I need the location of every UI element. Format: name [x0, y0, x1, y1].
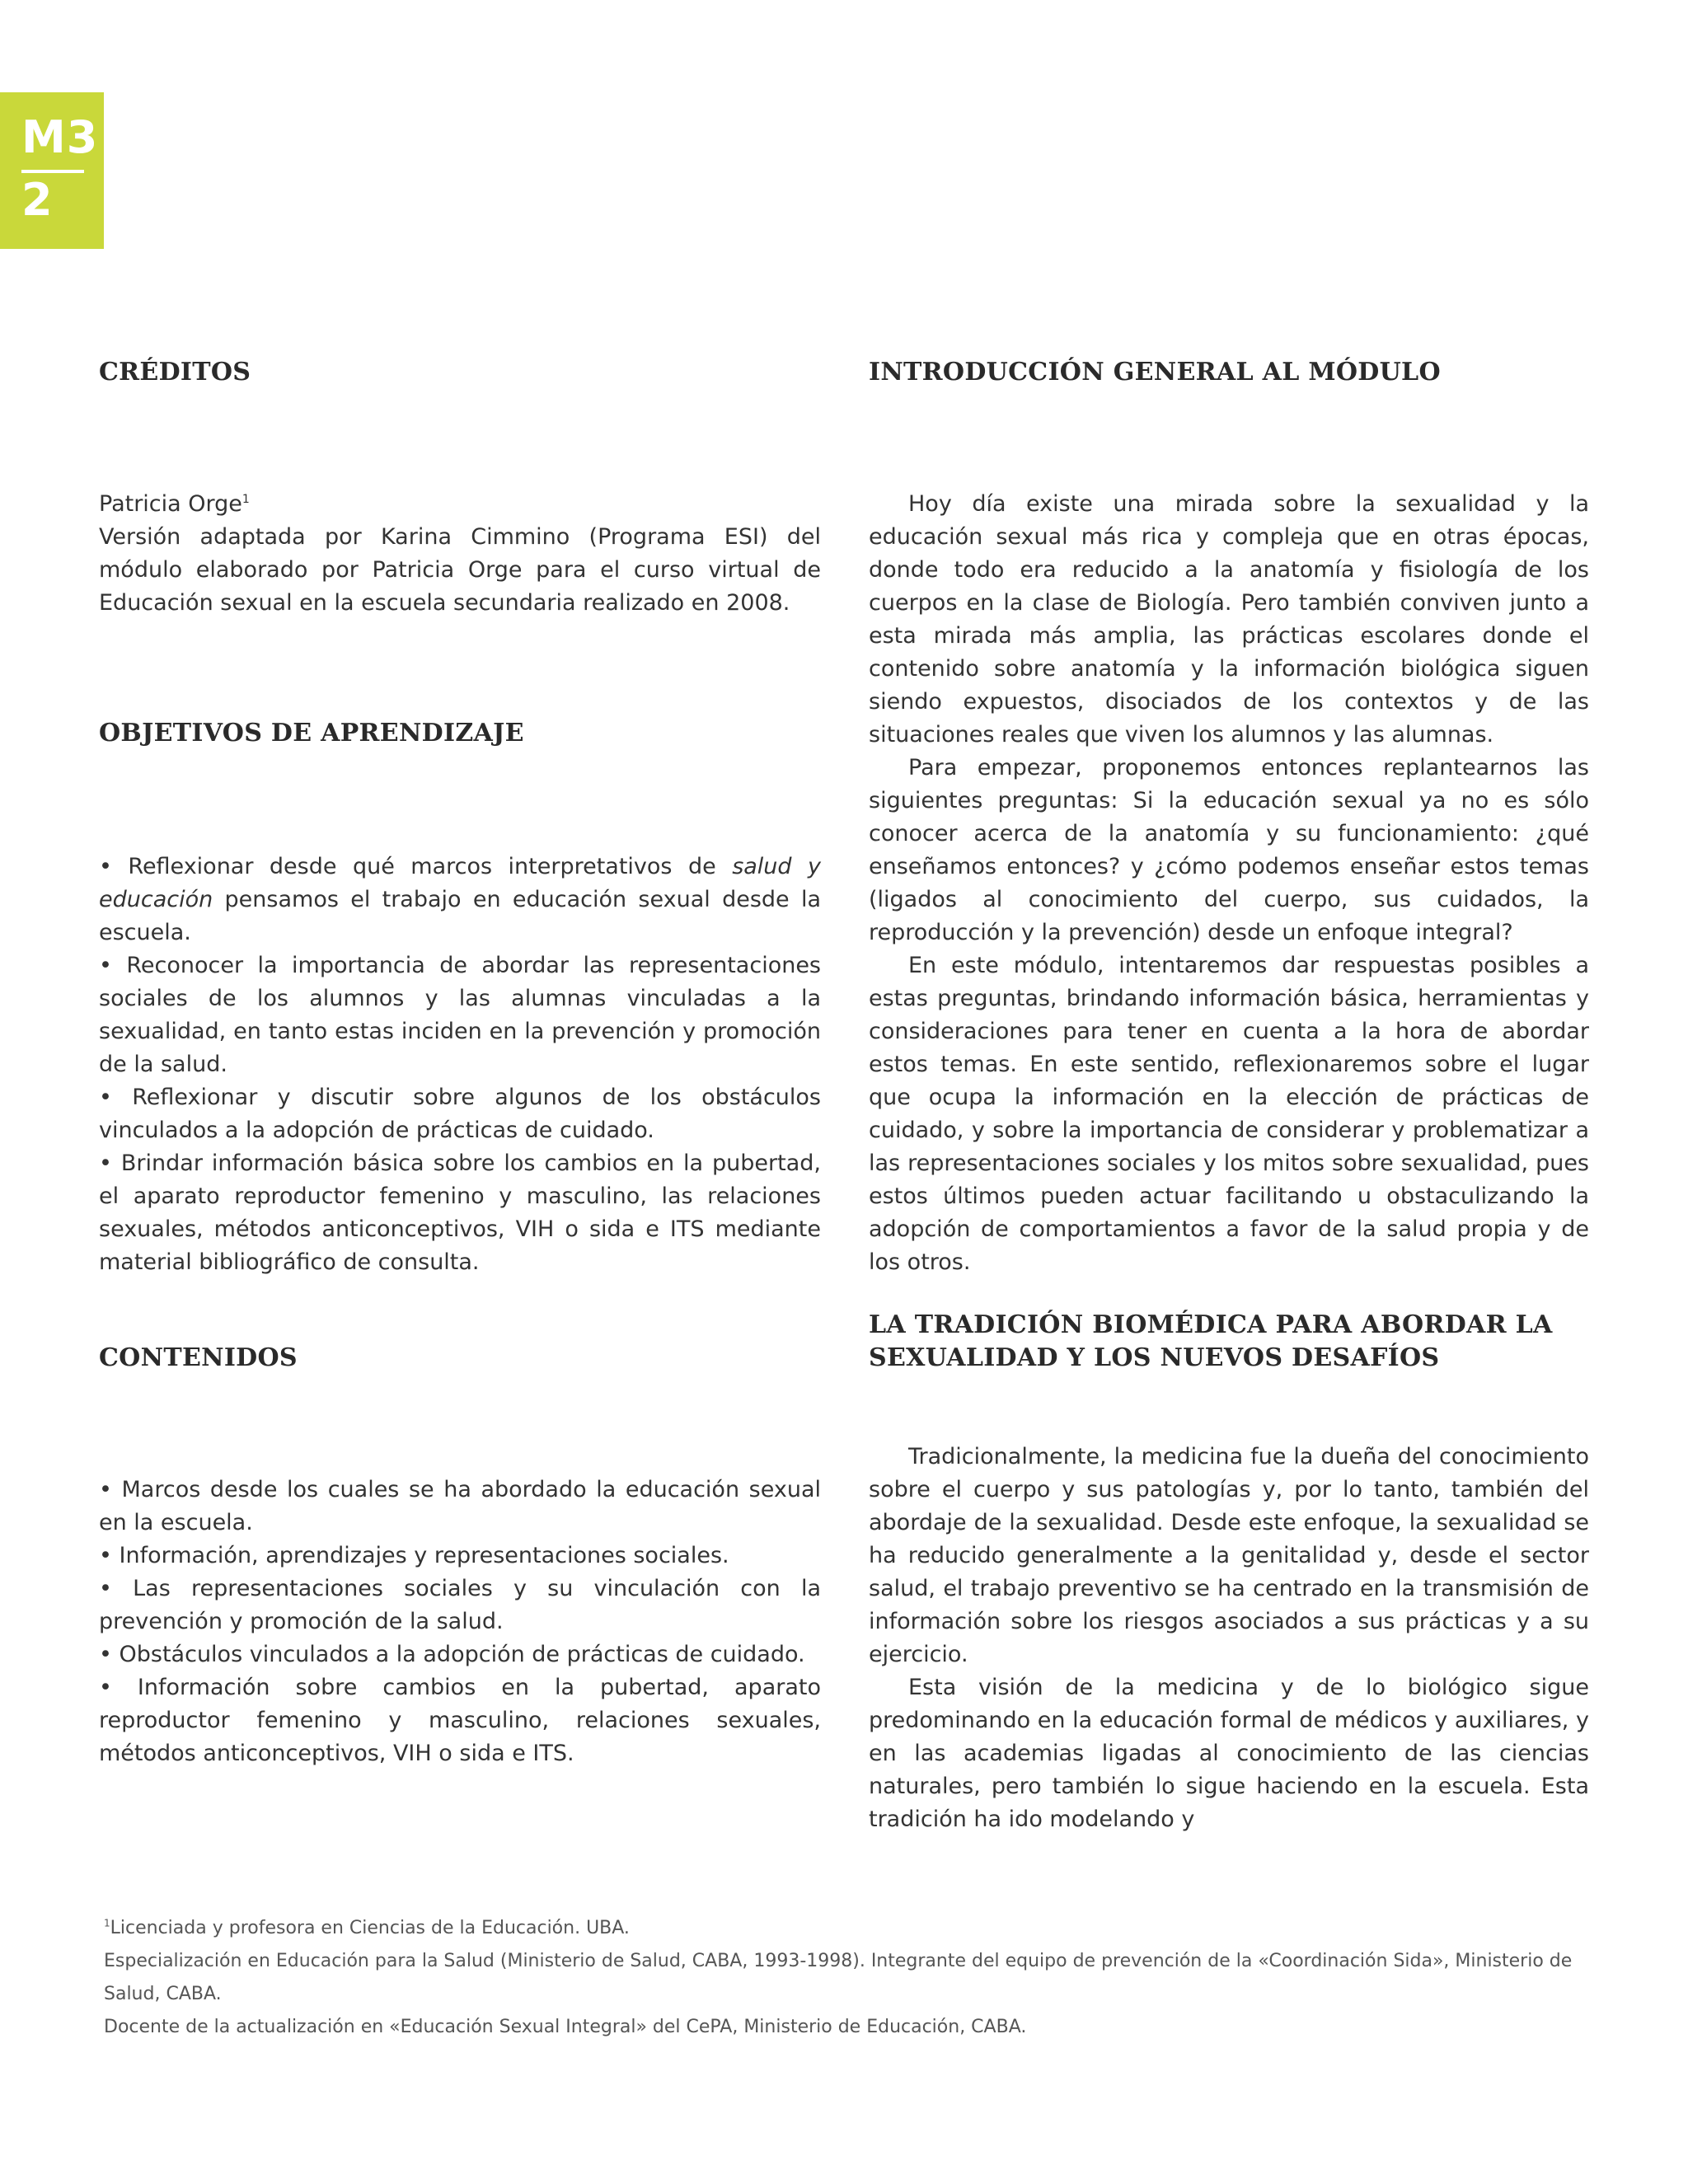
- paragraph: Esta visión de la medicina y de lo biológico sigue predominando en la educación formal de médicos y auxiliares, y en las academias ligadas al conocimiento de las ciencias naturales, pero también lo sigue haciendo en la escuela. Esta tradición ha ido modelando y: [869, 1675, 1589, 1832]
- footnote-line: $^1$Licenciada y profesora en Ciencias de la Educación. UBA.: [104, 1917, 630, 1938]
- introduccion-body: [869, 488, 1589, 1279]
- page-number: 2: [21, 174, 53, 226]
- creditos-description: Versión adaptada por Karina Cimmino (Programa ESI) del módulo elaborado por Patricia Orge para el curso virtual de Educación sexual en la escuela secundaria realizado en 2008.: [99, 524, 821, 616]
- footnote-number: 1: [104, 1917, 110, 1929]
- creditos-text: [99, 488, 821, 620]
- module-tab-divider: [21, 170, 84, 173]
- objetivo-item: • Reflexionar desde qué marcos interpretativos de salud y educación pensamos el trabajo en educación sexual desde la escuela.: [99, 854, 821, 945]
- footnote-line: Docente de la actualización en «Educación Sexual Integral» del CePA, Ministerio de Educación, CABA.: [104, 2017, 1027, 2037]
- emphasis-salud-educacion: salud y educación: [99, 854, 821, 912]
- contenidos-list: [99, 1474, 821, 1770]
- tradicion-body: [869, 1441, 1589, 1836]
- objetivos-heading: OBJETIVOS DE APRENDIZAJE: [99, 719, 524, 748]
- contenido-item: • Información, aprendizajes y representaciones sociales.: [99, 1543, 729, 1568]
- footnotes: [104, 1912, 1587, 2044]
- footnote-ref: 1: [241, 493, 250, 506]
- objetivo-item: • Reflexionar y discutir sobre algunos de los obstáculos vinculados a la adopción de prácticas de cuidado.: [99, 1085, 821, 1143]
- contenido-item: • Las representaciones sociales y su vinculación con la prevención y promoción de la salud.: [99, 1576, 821, 1634]
- creditos-heading: CRÉDITOS: [99, 358, 251, 387]
- introduccion-heading: INTRODUCCIÓN GENERAL AL MÓDULO: [869, 358, 1441, 387]
- author-name: Patricia Orge: [99, 491, 242, 517]
- objetivo-item: • Brindar información básica sobre los cambios en la pubertad, el aparato reproductor femenino y masculino, las relaciones sexuales, métodos anticonceptivos, VIH o sida e ITS mediante material bibliográfico de consulta.: [99, 1151, 821, 1275]
- objetivo-item: • Reconocer la importancia de abordar las representaciones sociales de los alumnos y las alumnas vinculadas a la sexualidad, en tanto estas inciden en la prevención y promoción de la salud.: [99, 953, 821, 1077]
- tradicion-heading: LA TRADICIÓN BIOMÉDICA PARA ABORDAR LA SEXUALIDAD Y LOS NUEVOS DESAFÍOS: [869, 1310, 1553, 1372]
- module-tab: [0, 92, 104, 249]
- contenido-item: • Marcos desde los cuales se ha abordado la educación sexual en la escuela.: [99, 1477, 821, 1535]
- paragraph: En este módulo, intentaremos dar respuestas posibles a estas preguntas, brindando información básica, herramientas y consideraciones para tener en cuenta a la hora de abordar estos temas. En este sentido, reflexionaremos sobre el lugar que ocupa la información en la elección de prácticas de cuidado, y sobre la importancia de considerar y problematizar a las representaciones sociales y los mitos sobre sexualidad, pues estos últimos pueden actuar facilitando u obstaculizando la adopción de comportamientos a favor de la salud propia y de los otros.: [869, 953, 1589, 1275]
- contenidos-heading: CONTENIDOS: [99, 1343, 298, 1372]
- paragraph: Hoy día existe una mirada sobre la sexualidad y la educación sexual más rica y compleja que en otras épocas, donde todo era reducido a la anatomía y fisiología de los cuerpos en la clase de Biología. Pero también conviven junto a esta mirada más amplia, las prácticas escolares donde el contenido sobre anatomía y la información biológica siguen siendo expuestos, disociados de los contextos y de las situaciones reales que viven los alumnos y las alumnas.: [869, 491, 1589, 748]
- contenido-item: • Obstáculos vinculados a la adopción de prácticas de cuidado.: [99, 1642, 805, 1667]
- paragraph: Tradicionalmente, la medicina fue la dueña del conocimiento sobre el cuerpo y sus patologías y, por lo tanto, también del abordaje de la sexualidad. Desde este enfoque, la sexualidad se ha reducido generalmente a la genitalidad y, desde el sector salud, el trabajo preventivo se ha centrado en la transmisión de información sobre los riesgos asociados a sus prácticas y a su ejercicio.: [869, 1444, 1589, 1667]
- module-number: M3: [21, 111, 99, 163]
- paragraph: Para empezar, proponemos entonces replantearnos las siguientes preguntas: Si la educación sexual ya no es sólo conocer acerca de la anatomía y su funcionamiento: ¿qué enseñamos entonces? y ¿cómo podemos enseñar estos temas (ligados al conocimiento del cuerpo, sus cuidados, la reproducción y la prevención) desde un enfoque integral?: [869, 755, 1589, 945]
- objetivos-list: [99, 851, 821, 1279]
- contenido-item: • Información sobre cambios en la pubertad, aparato reproductor femenino y masculino, relaciones sexuales, métodos anticonceptivos, VIH o sida e ITS.: [99, 1675, 821, 1766]
- footnote-line: Especialización en Educación para la Salud (Ministerio de Salud, CABA, 1993-1998). Integrante del equipo de prevención de la «Coordinación Sida», Ministerio de Salud, CABA.: [104, 1951, 1573, 2004]
